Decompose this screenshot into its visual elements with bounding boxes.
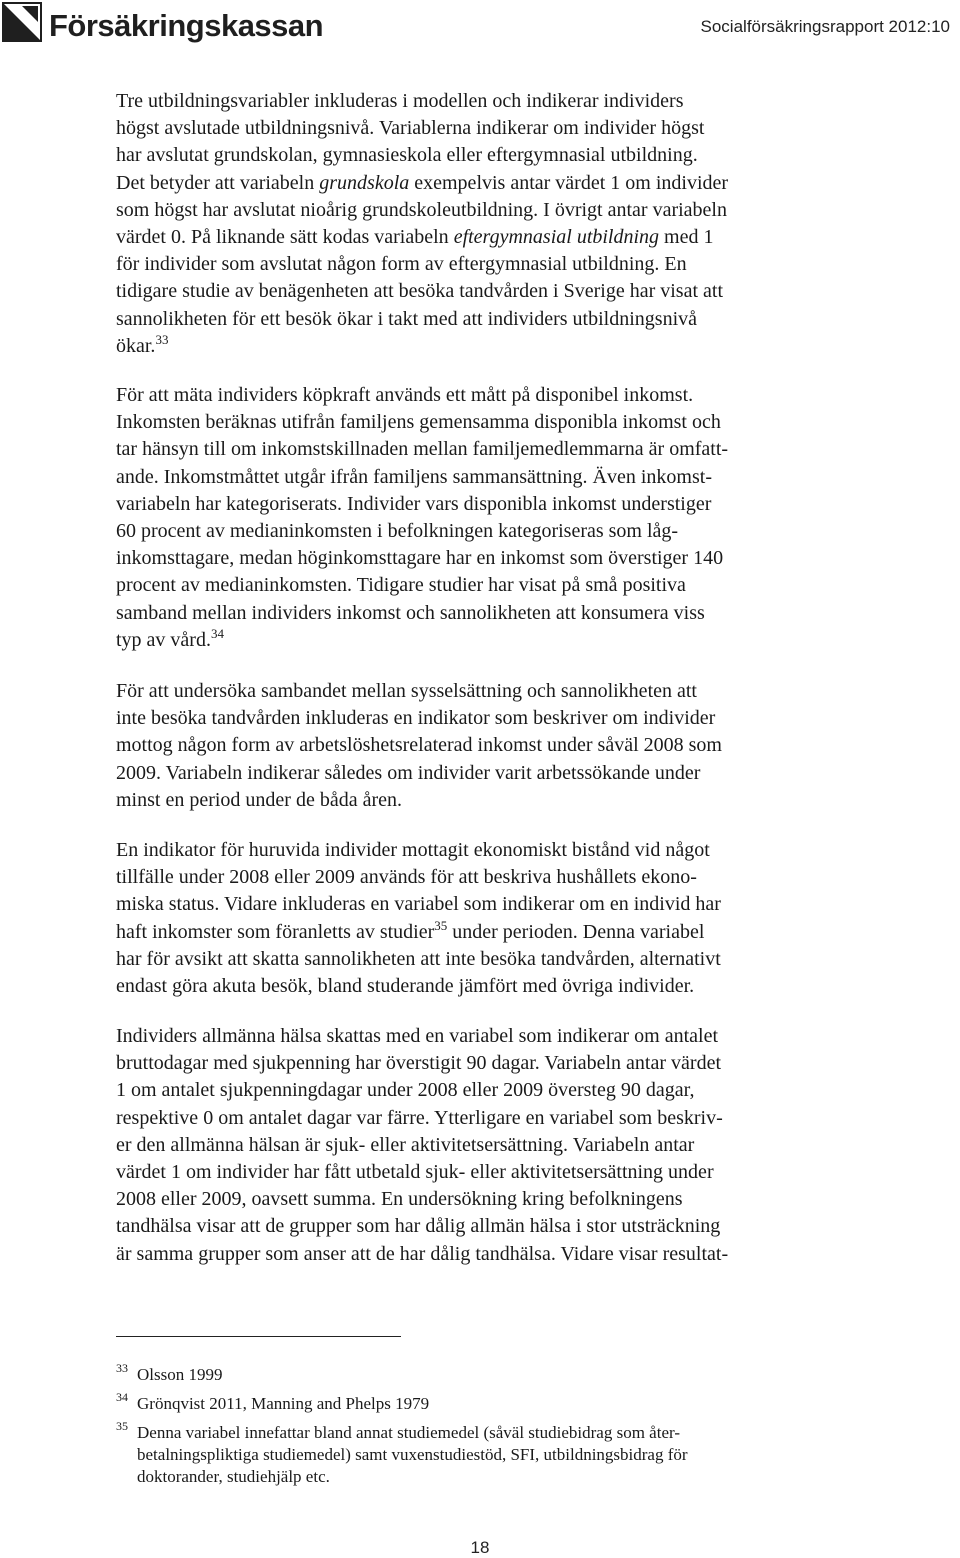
paragraph-economic-status <box>116 837 856 1000</box>
footnote-ref: 33 <box>155 331 169 347</box>
footnote-ref: 34 <box>210 625 224 641</box>
footnote <box>116 1361 836 1386</box>
paragraph-education <box>116 88 856 360</box>
footnote-number: 35 <box>116 1419 128 1433</box>
footnote <box>116 1390 836 1415</box>
footnote-number: 33 <box>116 1361 128 1375</box>
text-run: med 1 för individer som avslutat någon form av eftergymnasial utbildning. En tidigare studie av benägenheten att besöka tandvården i Sverige har visat att sannolikheten för ett besök ökar i takt med att individers utbildningsnivå ökar. <box>116 226 724 357</box>
logo <box>2 2 323 42</box>
footnote <box>116 1419 836 1488</box>
footnote-text: Grönqvist 2011, Manning and Phelps 1979 <box>137 1394 430 1413</box>
text-run: Tre utbildningsvariabler inkluderas i modellen och indikerar individers högst avslutade utbildningsnivå. Variablerna indikerar om individer högst har avslutat grundskolan, gymnasieskola eller eftergymnasial utbildning. Det betyder att variabeln <box>116 90 705 194</box>
footnote-divider <box>116 1336 401 1337</box>
logo-mark-icon <box>2 2 42 42</box>
italic-term: grundskola <box>319 171 410 194</box>
italic-term: eftergymnasial utbildning <box>453 226 660 249</box>
paragraph-employment: För att undersöka sambandet mellan sysselsättning och sannolikheten att inte besöka tandvården inkluderas en indikator som beskriver om individer mottog någon form av arbetslöshetsrelaterad inkomst under såväl 2008 som 2009. Variabeln indikerar således om individer varit arbetssökande under minst en period under de båda åren. <box>116 680 722 811</box>
text-run: exempelvis antar värdet 1 om individer som högst har avslutat nioårig grundskoleutbildning. I övrigt antar variabeln värdet 0. På liknande sätt kodas variabeln <box>116 171 729 249</box>
footnote-number: 34 <box>116 1390 128 1404</box>
paragraph-income <box>116 382 856 654</box>
paragraph-health: Individers allmänna hälsa skattas med en variabel som indikerar om antalet bruttodagar med sjukpenning har överstigit 90 dagar. Variabeln antar värdet 1 om antalet sjukpenningdagar under 2008 eller 2009 översteg 90 dagar, respektive 0 om antalet dagar var färre. Ytterligare en variabel som beskriv- er den allmänna hälsan är sjuk- eller aktivitetsersättning. Variabeln antar värdet 1 om individer har fått utbetald sjuk- eller aktivitetsersättning under 2008 eller 2009, oavsett summa. En undersökning kring befolkningens tandhälsa visar att de grupper som har dålig allmän hälsa i stor utsträckning är samma grupper som anser att de har dålig tandhälsa. Vidare visar resultat- <box>116 1025 729 1265</box>
report-identifier: Socialförsäkringsrapport 2012:10 <box>700 17 950 36</box>
page-number: 18 <box>470 1538 490 1557</box>
text-run: En indikator för huruvida individer mottagit ekonomiskt bistånd vid något tillfälle under 2008 eller 2009 används för att beskriva hushållets ekono- miska status. Vidare inkluderas en variabel som indikerar om en individ har haft inkomster som föranletts av studier <box>116 839 721 943</box>
footnotes <box>116 1361 836 1495</box>
text-run: För att mäta individers köpkraft används ett mått på disponibel inkomst. Inkomsten beräknas utifrån familjens gemensamma disponibla inkomst och tar hänsyn till om inkomstskillnaden mellan familjemedlemmarna är omfatt- ande. Inkomstmåttet utgår ifrån familjens sammansättning. Även inkomst- variabeln har kategoriserats. Individer vars disponibla inkomst understiger 60 procent av medianinkomsten i befolkningen kategoriseras som låg- inkomsttagare, medan höginkomsttagare har en inkomst som överstiger 140 procent av medianinkomsten. Tidigare studier har visat på små positiva samband mellan individers inkomst och sannolikheten att konsumera viss typ av vård. <box>116 384 729 651</box>
logo-text: Försäkringskassan <box>49 7 324 43</box>
footnote-ref: 35 <box>434 917 448 933</box>
text-run: under perioden. Denna variabel har för avsikt att skatta sannolikheten att inte besöka tandvården, alternativt endast göra akuta besök, bland studerande jämfört med övriga individer. <box>116 920 721 998</box>
page-header <box>0 0 960 60</box>
footnote-text: Olsson 1999 <box>137 1365 223 1384</box>
footnote-text: Denna variabel innefattar bland annat studiemedel (såväl studiebidrag som åter- betalningspliktiga studiemedel) samt vuxenstudiestöd, SFI, utbildningsbidrag för doktorander, studiehjälp etc. <box>137 1423 688 1486</box>
